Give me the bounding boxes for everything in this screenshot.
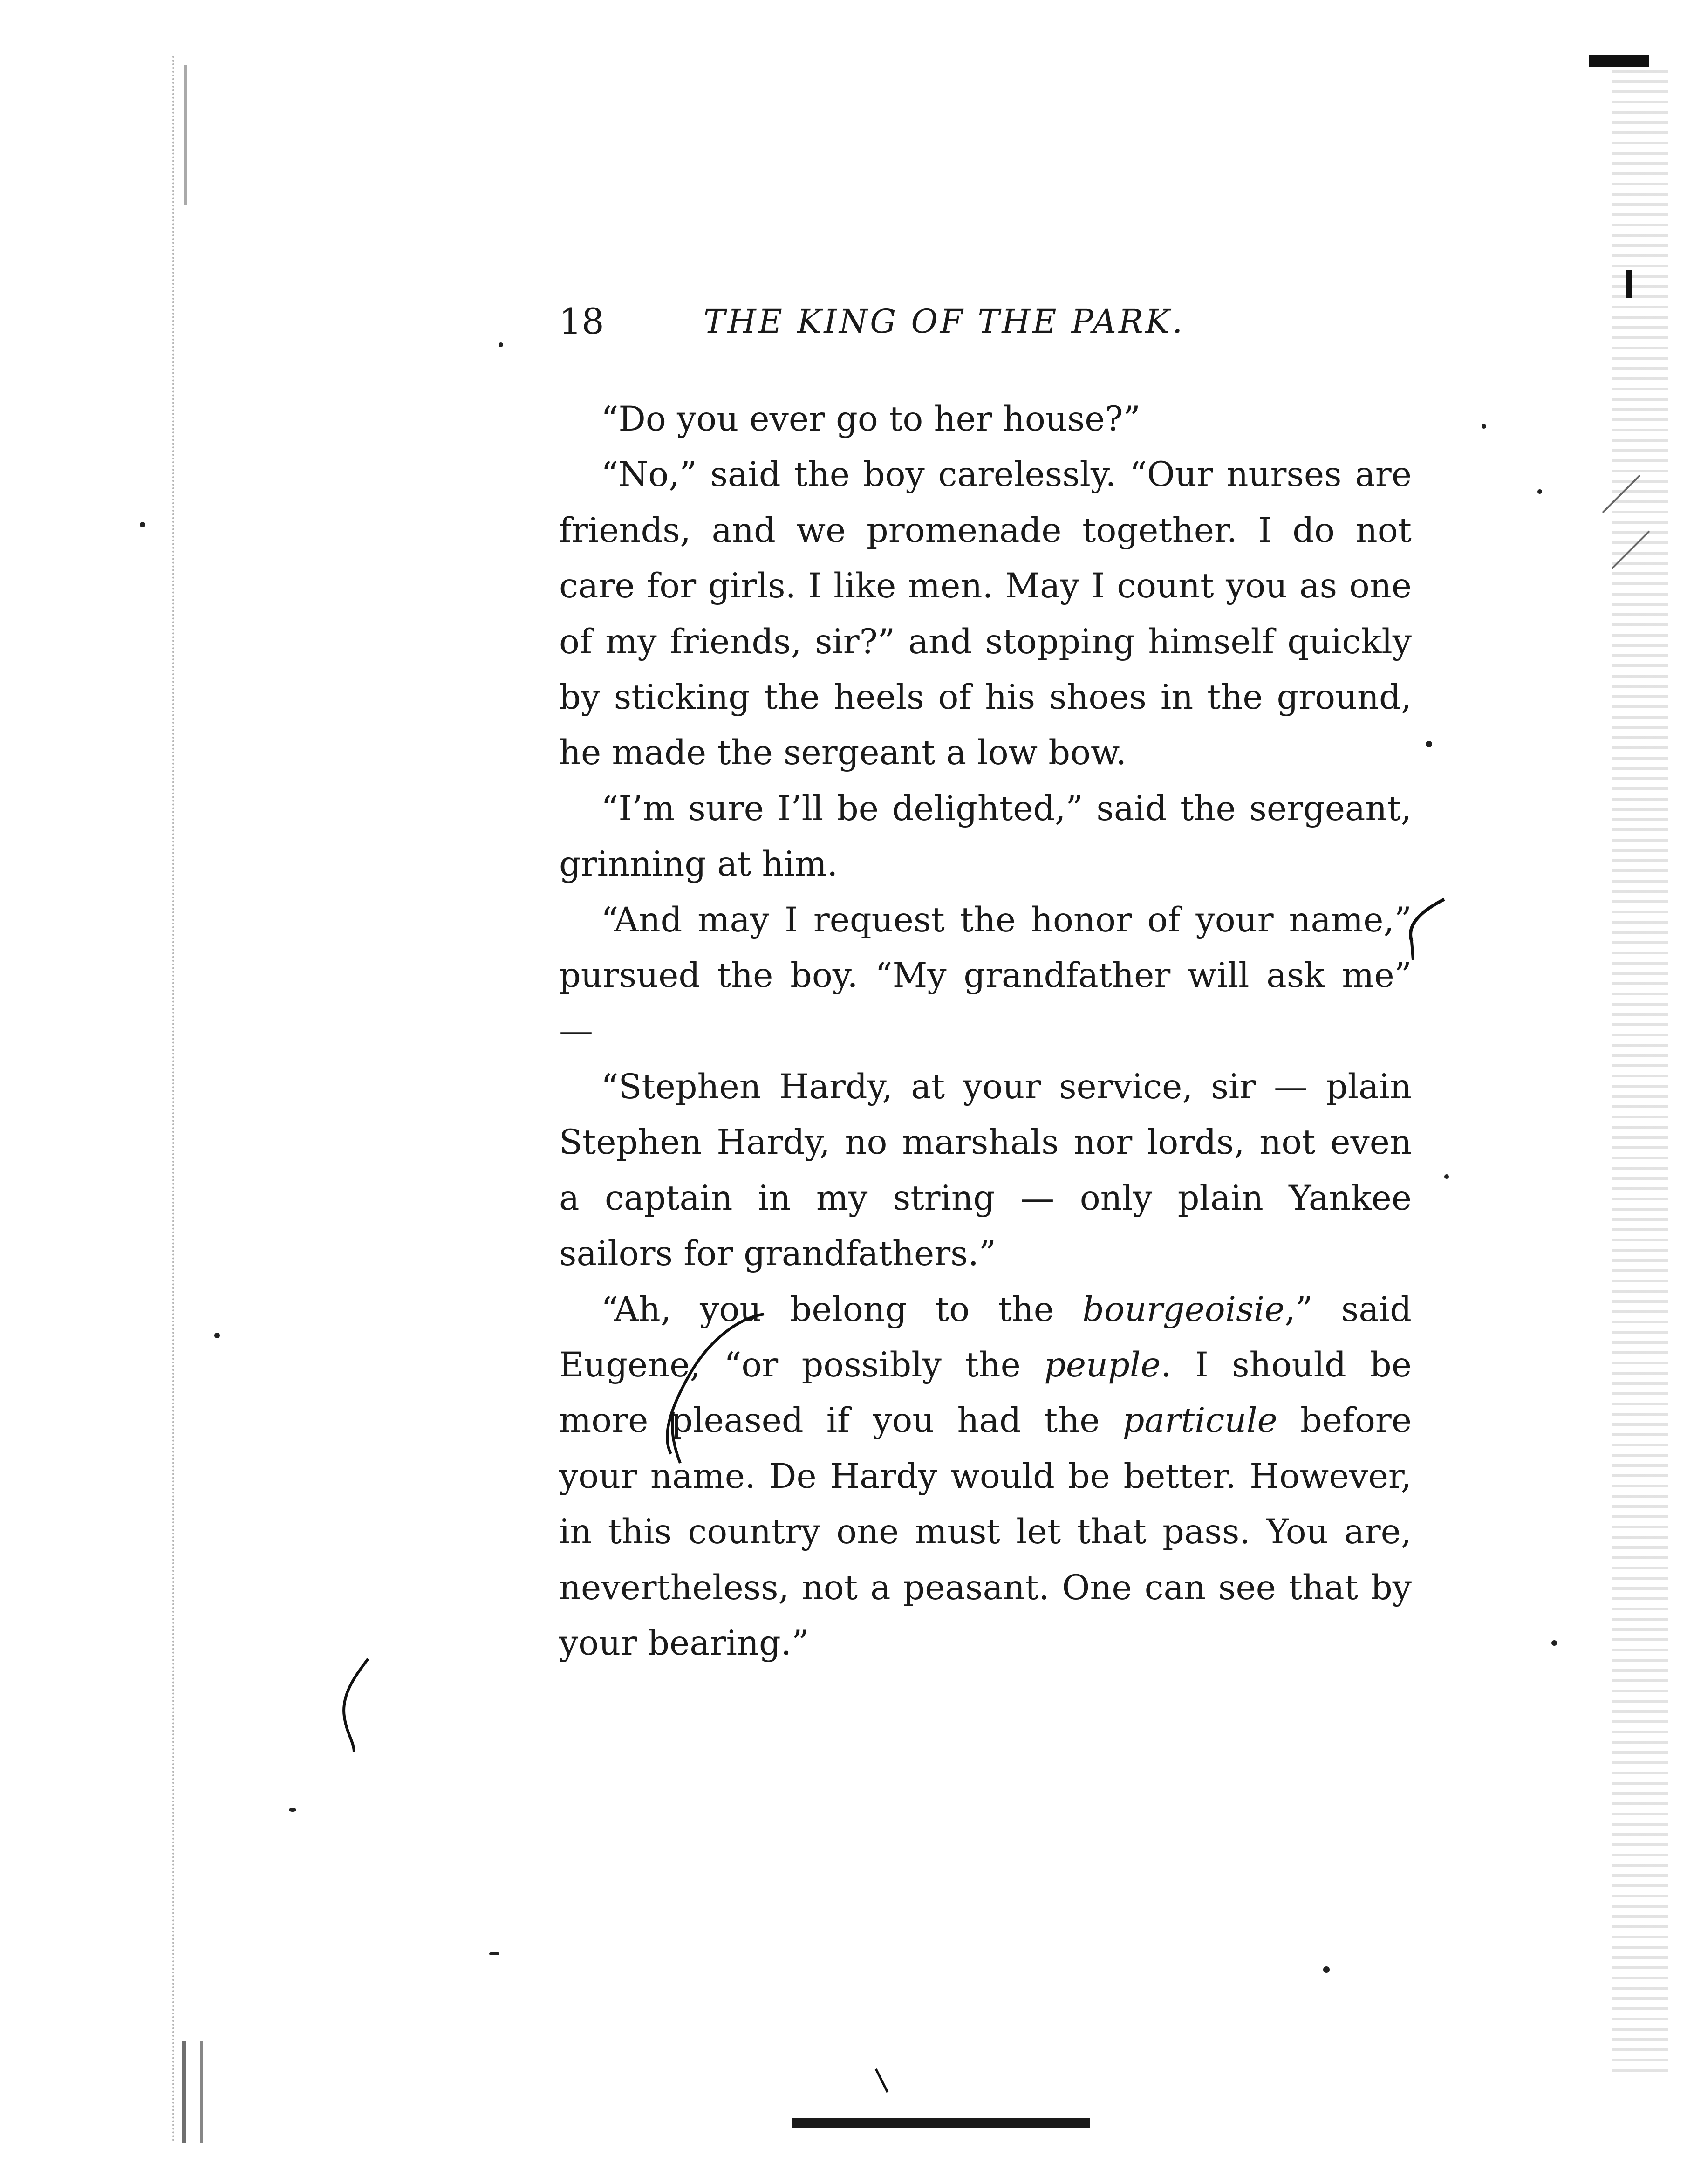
speck — [1551, 1640, 1557, 1646]
speck — [489, 1952, 499, 1955]
speck — [1482, 424, 1486, 429]
paragraph: “Do you ever go to her house?” — [601, 399, 1141, 439]
scan-edge-shadow-right — [1612, 70, 1668, 2074]
speck — [1444, 1174, 1449, 1179]
text-run: . I should be more pleased if you had the — [559, 1345, 1412, 1441]
body-text — [559, 391, 1412, 1671]
paragraph: “And may I request the honor of your name,” pursued the boy. “My grandfather will ask me” — — [559, 900, 1412, 1051]
text-run: before your name. De Hardy would be better. However, in this country one must let that pass. You are, nevertheless, not a peasant. One can see that by your bearing.” — [559, 1401, 1412, 1663]
italic-word: bourgeoisie — [1082, 1289, 1285, 1329]
pen-mark — [876, 2069, 888, 2092]
pen-mark — [344, 1659, 368, 1752]
speck — [499, 342, 503, 347]
speck — [1323, 1966, 1330, 1973]
paragraph: “No,” said the boy carelessly. “Our nurses are friends, and we promenade together. I do not care for girls. I like men. May I count you as one of my friends, sir?” and stopping himself quickly by sticking the heels of his shoes in the ground, he made the sergeant a low bow. — [559, 455, 1412, 773]
scan-edge-mark-left-top — [184, 65, 191, 205]
paragraph — [559, 1282, 1412, 1671]
paragraph: “I’m sure I’ll be delighted,” said the sergeant, grinning at him. — [559, 788, 1412, 884]
pen-mark — [1411, 899, 1444, 941]
speck — [214, 1333, 220, 1338]
running-head — [559, 298, 1235, 349]
scan-mark-right — [1626, 270, 1632, 298]
scan-edge-shadow-left — [172, 56, 193, 2143]
running-title: THE KING OF THE PARK. — [703, 302, 1185, 341]
text-run: ,” said Eugene, “or possibly the — [559, 1289, 1412, 1385]
speck — [1426, 741, 1432, 747]
speck — [140, 522, 145, 527]
italic-word: peuple — [1044, 1345, 1161, 1385]
scan-mark-bottom — [792, 2118, 1090, 2128]
text-run: “Ah, you belong to the — [601, 1289, 1083, 1329]
pen-mark — [1412, 941, 1413, 960]
speck — [289, 1808, 296, 1812]
italic-word: particule — [1122, 1401, 1277, 1441]
scan-mark-top-right — [1589, 55, 1649, 67]
page-number: 18 — [559, 301, 604, 342]
speck — [1537, 489, 1542, 494]
scan-edge-mark-left-bottom — [182, 2041, 203, 2143]
paragraph: “Stephen Hardy, at your service, sir — plain Stephen Hardy, no marshals nor lords, not even a captain in my string — only plain Yankee sailors for grandfathers.” — [559, 1067, 1412, 1274]
